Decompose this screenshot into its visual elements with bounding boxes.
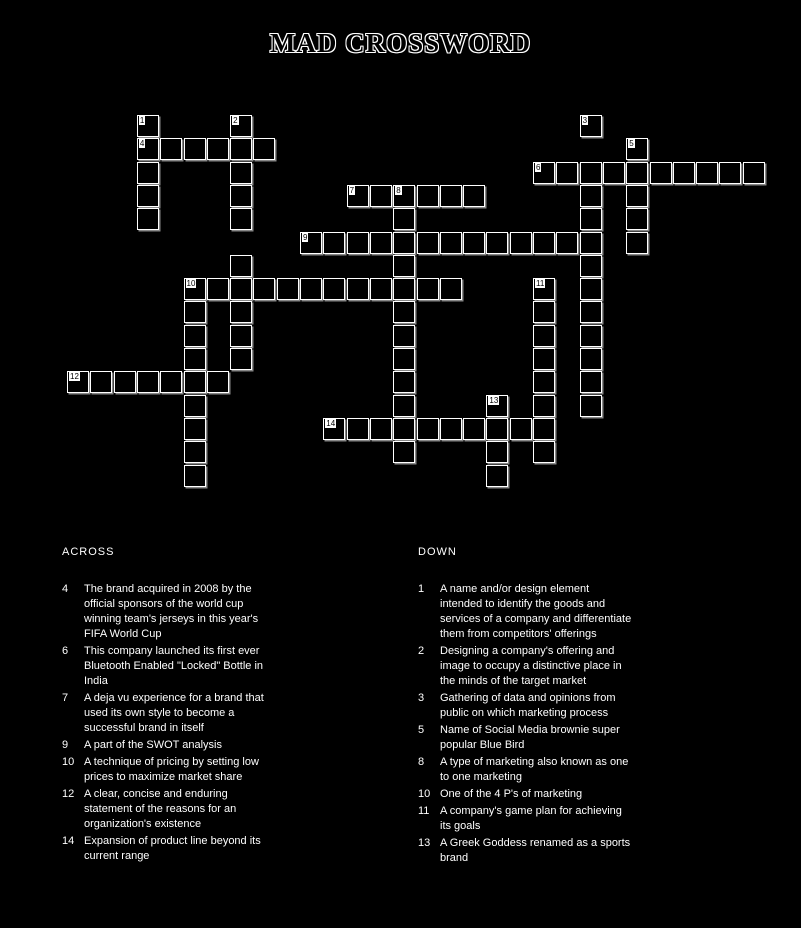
crossword-cell[interactable] [393, 255, 415, 277]
crossword-cell[interactable] [160, 371, 182, 393]
clue-number-label: 12 [62, 788, 75, 800]
across-clue [62, 644, 277, 689]
crossword-cell[interactable] [417, 232, 439, 254]
crossword-cell[interactable] [673, 162, 695, 184]
crossword-cell[interactable] [253, 278, 275, 300]
crossword-cell[interactable] [230, 278, 252, 300]
crossword-cell[interactable] [580, 348, 602, 370]
crossword-cell[interactable] [300, 232, 322, 254]
crossword-cell[interactable] [207, 278, 229, 300]
crossword-cell[interactable] [580, 278, 602, 300]
crossword-cell[interactable] [580, 371, 602, 393]
clue-number: 6 [536, 162, 541, 172]
crossword-cell[interactable] [393, 301, 415, 323]
clue-number-label: 2 [418, 645, 425, 657]
crossword-cell[interactable] [533, 278, 555, 300]
clue-text: A Greek Goddess renamed as a sports brand [440, 837, 631, 864]
crossword-cell[interactable] [417, 278, 439, 300]
crossword-cell[interactable] [603, 162, 625, 184]
down-clues [418, 545, 633, 868]
crossword-cell[interactable] [393, 325, 415, 347]
crossword-cell[interactable] [533, 441, 555, 463]
clue-number: 4 [139, 139, 145, 149]
crossword-cell[interactable] [486, 441, 508, 463]
crossword-cell[interactable] [393, 348, 415, 370]
crossword-cell[interactable] [486, 418, 508, 440]
clue-text: The brand acquired in 2008 by the official sponsors of the world cup winning team's jerseys in this year's FIFA World Cup [84, 583, 259, 640]
crossword-cell[interactable] [486, 395, 508, 417]
crossword-cell[interactable] [393, 185, 415, 207]
clue-text: A part of the SWOT analysis [84, 739, 222, 751]
crossword-cell[interactable] [510, 418, 532, 440]
clue-number: 12 [70, 372, 79, 382]
crossword-cell[interactable] [137, 185, 159, 207]
crossword-cell[interactable] [393, 371, 415, 393]
crossword-cell[interactable] [533, 301, 555, 323]
crossword-cell[interactable] [440, 418, 462, 440]
clue-number: 2 [233, 116, 238, 125]
crossword-cell[interactable] [393, 232, 415, 254]
crossword-cell[interactable] [533, 418, 555, 440]
crossword-cell[interactable] [743, 162, 765, 184]
crossword-cell[interactable] [440, 278, 462, 300]
crossword-cell[interactable] [137, 208, 159, 230]
crossword-cell[interactable] [207, 371, 229, 393]
across-clue [62, 755, 277, 785]
crossword-cell[interactable] [184, 418, 206, 440]
crossword-cell[interactable] [230, 325, 252, 347]
crossword-cell[interactable] [184, 138, 206, 160]
clue-text: A name and/or design element intended to identify the goods and services of a company and differentiate them from competitors' offerings [440, 583, 632, 640]
down-clue [418, 691, 633, 721]
crossword-cell[interactable] [580, 115, 602, 137]
crossword-cell[interactable] [67, 371, 89, 393]
crossword-cell[interactable] [347, 185, 369, 207]
crossword-cell[interactable] [580, 232, 602, 254]
clue-text: Gathering of data and opinions from public on which marketing process [440, 692, 616, 719]
across-clues [62, 545, 277, 866]
crossword-cell[interactable] [160, 138, 182, 160]
crossword-cell[interactable] [184, 301, 206, 323]
crossword-cell[interactable] [463, 232, 485, 254]
clue-number-label: 6 [62, 645, 69, 657]
clue-number-label: 9 [62, 739, 69, 751]
crossword-cell[interactable] [323, 232, 345, 254]
crossword-cell[interactable] [393, 208, 415, 230]
down-clue [418, 836, 633, 866]
crossword-cell[interactable] [230, 255, 252, 277]
clue-number-label: 14 [62, 835, 75, 847]
crossword-cell[interactable] [626, 138, 648, 160]
crossword-cell[interactable] [580, 301, 602, 323]
crossword-cell[interactable] [650, 162, 672, 184]
crossword-cell[interactable] [300, 278, 322, 300]
clue-number: 1 [139, 116, 145, 125]
clue-text: Name of Social Media brownie super popular Blue Bird [440, 724, 620, 751]
crossword-cell[interactable] [184, 441, 206, 463]
crossword-cell[interactable] [184, 325, 206, 347]
clue-number: 10 [186, 279, 196, 289]
clue-text: This company launched its first ever Bluetooth Enabled "Locked" Bottle in India [84, 645, 264, 687]
clue-text: Expansion of product line beyond its current range [84, 835, 261, 862]
down-clue [418, 755, 633, 785]
crossword-cell[interactable] [626, 208, 648, 230]
crossword-cell[interactable] [137, 138, 159, 160]
page-title: MAD CROSSWORD [269, 28, 532, 58]
crossword-cell[interactable] [184, 465, 206, 487]
across-clue [62, 691, 277, 736]
clue-number: 14 [326, 418, 336, 428]
crossword-cell[interactable] [533, 325, 555, 347]
crossword-cell[interactable] [417, 418, 439, 440]
clue-number: 8 [396, 185, 401, 195]
crossword-cell[interactable] [580, 395, 602, 417]
crossword-cell[interactable] [626, 162, 648, 184]
clue-number-label: 13 [418, 837, 431, 849]
clue-number-label: 7 [62, 692, 69, 704]
crossword-cell[interactable] [580, 185, 602, 207]
crossword-cell[interactable] [184, 371, 206, 393]
crossword-cell[interactable] [417, 185, 439, 207]
crossword-cell[interactable] [230, 301, 252, 323]
clue-number-label: 10 [62, 756, 75, 768]
crossword-cell[interactable] [393, 278, 415, 300]
crossword-cell[interactable] [347, 418, 369, 440]
crossword-cell[interactable] [393, 395, 415, 417]
crossword-cell[interactable] [114, 371, 136, 393]
crossword-cell[interactable] [696, 162, 718, 184]
clue-number: 5 [629, 139, 634, 149]
clue-number-label: 4 [62, 583, 69, 595]
down-clue [418, 644, 633, 689]
crossword-cell[interactable] [510, 232, 532, 254]
crossword-cell[interactable] [347, 278, 369, 300]
down-clue [418, 723, 633, 753]
clue-number-label: 8 [418, 756, 425, 768]
crossword-cell[interactable] [626, 232, 648, 254]
clue-text: One of the 4 P's of marketing [440, 788, 583, 800]
down-clue [418, 582, 633, 642]
crossword-cell[interactable] [230, 138, 252, 160]
crossword-cell[interactable] [137, 115, 159, 137]
clue-number-label: 1 [418, 583, 425, 595]
crossword-cell[interactable] [626, 185, 648, 207]
crossword-cell[interactable] [533, 232, 555, 254]
clue-text: A clear, concise and enduring statement of the reasons for an organization's existence [84, 788, 237, 830]
clue-text: Designing a company's offering and image to occupy a distinctive place in the minds of the target market [440, 645, 622, 687]
crossword-cell[interactable] [533, 395, 555, 417]
crossword-cell[interactable] [184, 395, 206, 417]
crossword-cell[interactable] [230, 162, 252, 184]
crossword-cell[interactable] [323, 418, 345, 440]
crossword-cell[interactable] [486, 465, 508, 487]
clue-text: A technique of pricing by setting low prices to maximize market share [84, 756, 259, 783]
crossword-cell[interactable] [556, 232, 578, 254]
crossword-cell[interactable] [463, 185, 485, 207]
crossword-cell[interactable] [533, 371, 555, 393]
crossword-cell[interactable] [184, 278, 206, 300]
crossword-cell[interactable] [230, 348, 252, 370]
clue-text: A deja vu experience for a brand that used its own style to become a successful brand in itself [84, 692, 264, 734]
down-heading: DOWN [418, 546, 457, 558]
clue-number-label: 11 [418, 805, 430, 817]
crossword-cell[interactable] [580, 162, 602, 184]
across-clue [62, 834, 277, 864]
crossword-cell[interactable] [277, 278, 299, 300]
clue-number-label: 5 [418, 724, 425, 736]
across-clue [62, 738, 277, 753]
crossword-cell[interactable] [230, 185, 252, 207]
crossword-cell[interactable] [137, 371, 159, 393]
across-heading: ACROSS [62, 546, 115, 558]
crossword-cell[interactable] [347, 232, 369, 254]
crossword-cell[interactable] [207, 138, 229, 160]
crossword-cell[interactable] [440, 185, 462, 207]
down-clue-list [418, 582, 633, 866]
clue-text: A type of marketing also known as one to one marketing [440, 756, 629, 783]
crossword-cell[interactable] [580, 325, 602, 347]
crossword-cell[interactable] [463, 418, 485, 440]
crossword-cell[interactable] [440, 232, 462, 254]
crossword-cell[interactable] [370, 232, 392, 254]
crossword-cell[interactable] [370, 418, 392, 440]
crossword-cell[interactable] [230, 115, 252, 137]
clue-number: 7 [349, 185, 355, 195]
down-clue [418, 804, 633, 834]
crossword-cell[interactable] [370, 278, 392, 300]
crossword-cell[interactable] [393, 418, 415, 440]
crossword-cell[interactable] [533, 348, 555, 370]
clue-number-label: 3 [418, 692, 425, 704]
crossword-cell[interactable] [253, 138, 275, 160]
clue-number: 11 [536, 279, 545, 289]
down-clue [418, 787, 633, 802]
clue-text: A company's game plan for achieving its goals [440, 805, 622, 832]
crossword-cell[interactable] [393, 441, 415, 463]
crossword-cell[interactable] [323, 278, 345, 300]
crossword-cell[interactable] [533, 162, 555, 184]
crossword-cell[interactable] [370, 185, 392, 207]
across-clue [62, 787, 277, 832]
clue-number: 3 [582, 116, 588, 125]
crossword-cell[interactable] [230, 208, 252, 230]
crossword-cell[interactable] [719, 162, 741, 184]
crossword-cell[interactable] [486, 232, 508, 254]
crossword-cell[interactable] [90, 371, 112, 393]
crossword-cell[interactable] [556, 162, 578, 184]
clue-number: 13 [489, 395, 499, 405]
crossword-cell[interactable] [580, 208, 602, 230]
across-clue [62, 582, 277, 642]
crossword-cell[interactable] [580, 255, 602, 277]
clue-number: 9 [303, 232, 308, 242]
crossword-cell[interactable] [184, 348, 206, 370]
crossword-cell[interactable] [137, 162, 159, 184]
across-clue-list [62, 582, 277, 864]
clue-number-label: 10 [418, 788, 431, 800]
